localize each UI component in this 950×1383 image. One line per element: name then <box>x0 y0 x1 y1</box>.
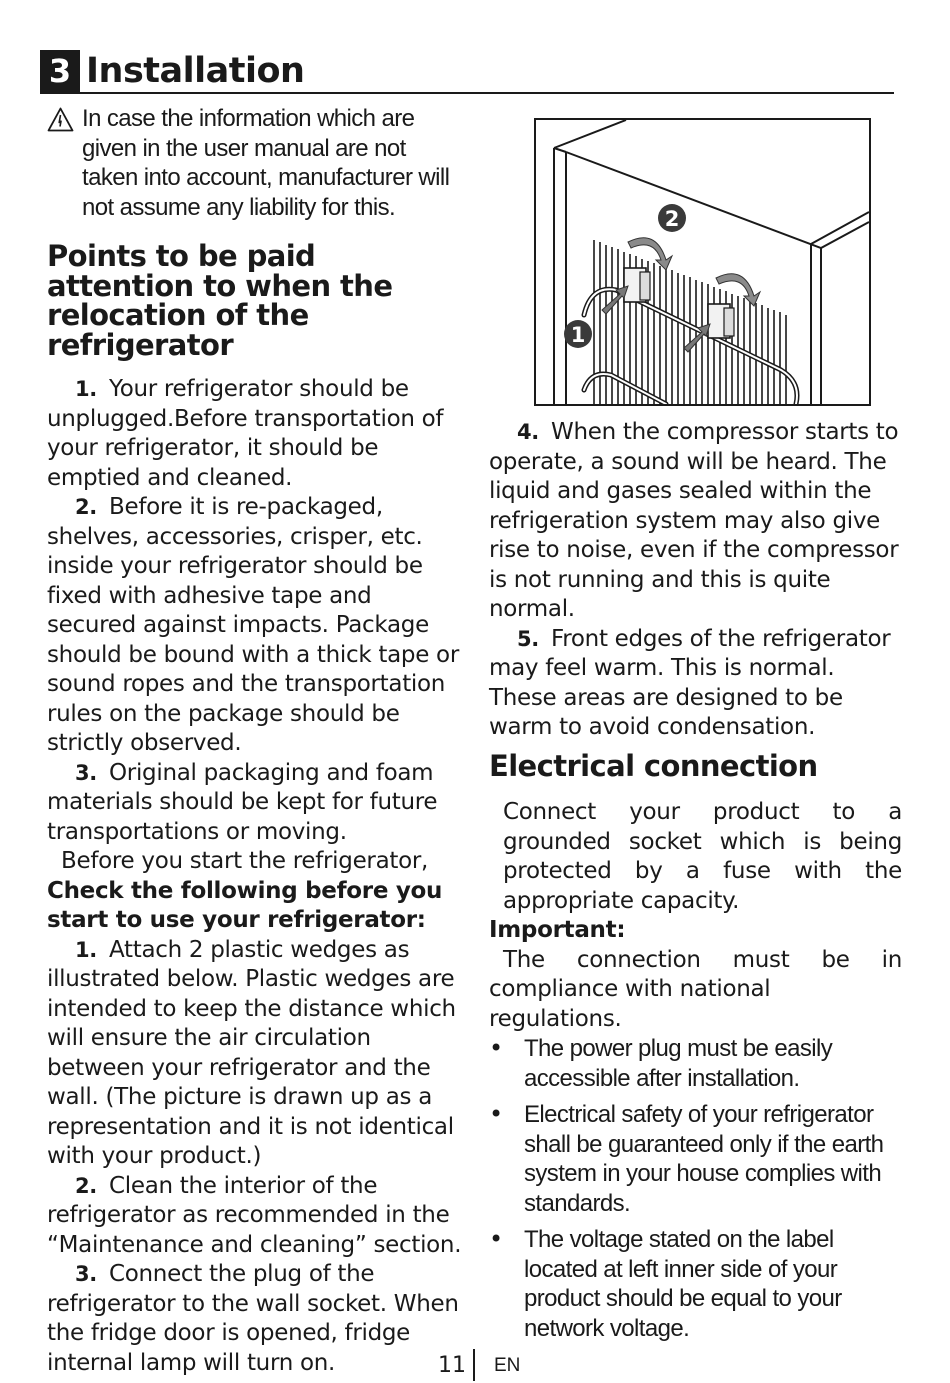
before-start-heading: Check the following before you start to use your refrigerator: <box>47 877 443 933</box>
warning-note <box>47 104 467 222</box>
bullet-item <box>489 1034 902 1093</box>
item-text: Clean the interior of the refrigerator as recommended in the “Maintenance and cleaning” section. <box>47 1172 462 1258</box>
page-footer <box>0 1349 950 1383</box>
item-number: 5. <box>517 626 539 651</box>
left-column <box>47 104 467 1378</box>
figure-marker-1 <box>564 320 592 348</box>
warning-text: In case the information which are given in the user manual are not taken into account, manufacturer will not assume any liability for this. <box>82 105 450 221</box>
item-text: Your refrigerator should be unplugged.Before transportation of your refrigerator, it should be emptied and cleaned. <box>47 376 444 491</box>
chapter-number: 3 <box>40 50 80 92</box>
electrical-heading: Electrical connection <box>489 748 818 783</box>
item-text: Attach 2 plastic wedges as illustrated below. Plastic wedges are intended to keep the distance which will ensure the air circulation between your refrigerator and the wall. (The picture is drawn up as a representation and it is not identical with your product.) <box>47 936 456 1169</box>
item-text: Connect the plug of the refrigerator to the wall socket. When the fridge door is opened, fridge internal lamp will turn on. <box>47 1261 459 1376</box>
item-text: Front edges of the refrigerator may feel warm. This is normal. These areas are designed to be warm to avoid condensation. <box>489 625 891 740</box>
plastic-wedge-2 <box>708 304 734 338</box>
check-item-2 <box>47 1172 467 1261</box>
figure-marker-2 <box>658 204 686 232</box>
relocation-heading: Points to be paid attention to when the relocation of the refrigerator <box>47 239 393 362</box>
bullet-dot: • <box>489 1100 503 1128</box>
chapter-title: Installation <box>86 51 305 91</box>
check-item-4 <box>489 418 902 625</box>
check-item-1 <box>47 936 467 1172</box>
item-number: 3. <box>75 760 97 785</box>
chapter-header <box>40 48 894 94</box>
electrical-bullets <box>489 1034 902 1343</box>
bullet-dot: • <box>489 1034 503 1062</box>
item-number: 1. <box>75 937 97 962</box>
marker-2-label: 2 <box>664 207 680 231</box>
item-text: Original packaging and foam materials should be kept for future transportations or moving. <box>47 759 438 845</box>
bullet-text: Electrical safety of your refrigerator shall be guaranteed only if the earth system in your house complies with standards. <box>524 1101 884 1217</box>
language-code: EN <box>494 1355 521 1376</box>
item-number: 1. <box>75 377 97 401</box>
warning-triangle-icon <box>47 107 74 132</box>
wedge-installation-figure <box>534 118 871 406</box>
bullet-item <box>489 1100 902 1218</box>
bullet-text: The voltage stated on the label located at left inner side of your product should be equal to your network voltage. <box>524 1226 842 1342</box>
right-column <box>489 418 902 1350</box>
check-item-5 <box>489 625 902 743</box>
electrical-intro: Connect your product to a grounded socket which is being protected by a fuse with the appropriate capacity. <box>503 799 902 914</box>
relocation-item-3 <box>47 759 467 848</box>
relocation-item-2 <box>47 493 467 759</box>
before-start-intro: Before you start the refrigerator, <box>61 848 429 874</box>
important-label: Important: <box>489 917 626 943</box>
item-number: 2. <box>75 495 97 519</box>
marker-1-label: 1 <box>570 323 586 347</box>
item-number: 2. <box>75 1173 97 1198</box>
item-number: 4. <box>517 420 539 444</box>
relocation-item-1 <box>47 375 467 493</box>
bullet-item <box>489 1225 902 1343</box>
important-text-line1: The connection must be in <box>503 946 902 973</box>
plastic-wedge-1 <box>624 268 650 302</box>
refrigerator-back-illustration <box>536 120 869 404</box>
page-number: 11 <box>438 1353 466 1378</box>
item-text: Before it is re-packaged, shelves, accessories, crisper, etc. inside your refrigerator should be fixed with adhesive tape and secured against impacts. Package should be bound with a thick tape or sound ropes and the transportation rules on the package should be strictly observed. <box>47 494 459 756</box>
bullet-dot: • <box>489 1225 503 1253</box>
bullet-text: The power plug must be easily accessible after installation. <box>524 1035 833 1092</box>
important-text-line2: compliance with national regulations. <box>489 976 771 1032</box>
item-text: When the compressor starts to operate, a sound will be heard. The liquid and gases sealed within the refrigeration system may also give rise to noise, even if the compressor is not running and this is quite normal. <box>489 419 899 622</box>
footer-divider <box>473 1349 475 1381</box>
item-number: 3. <box>75 1262 97 1286</box>
